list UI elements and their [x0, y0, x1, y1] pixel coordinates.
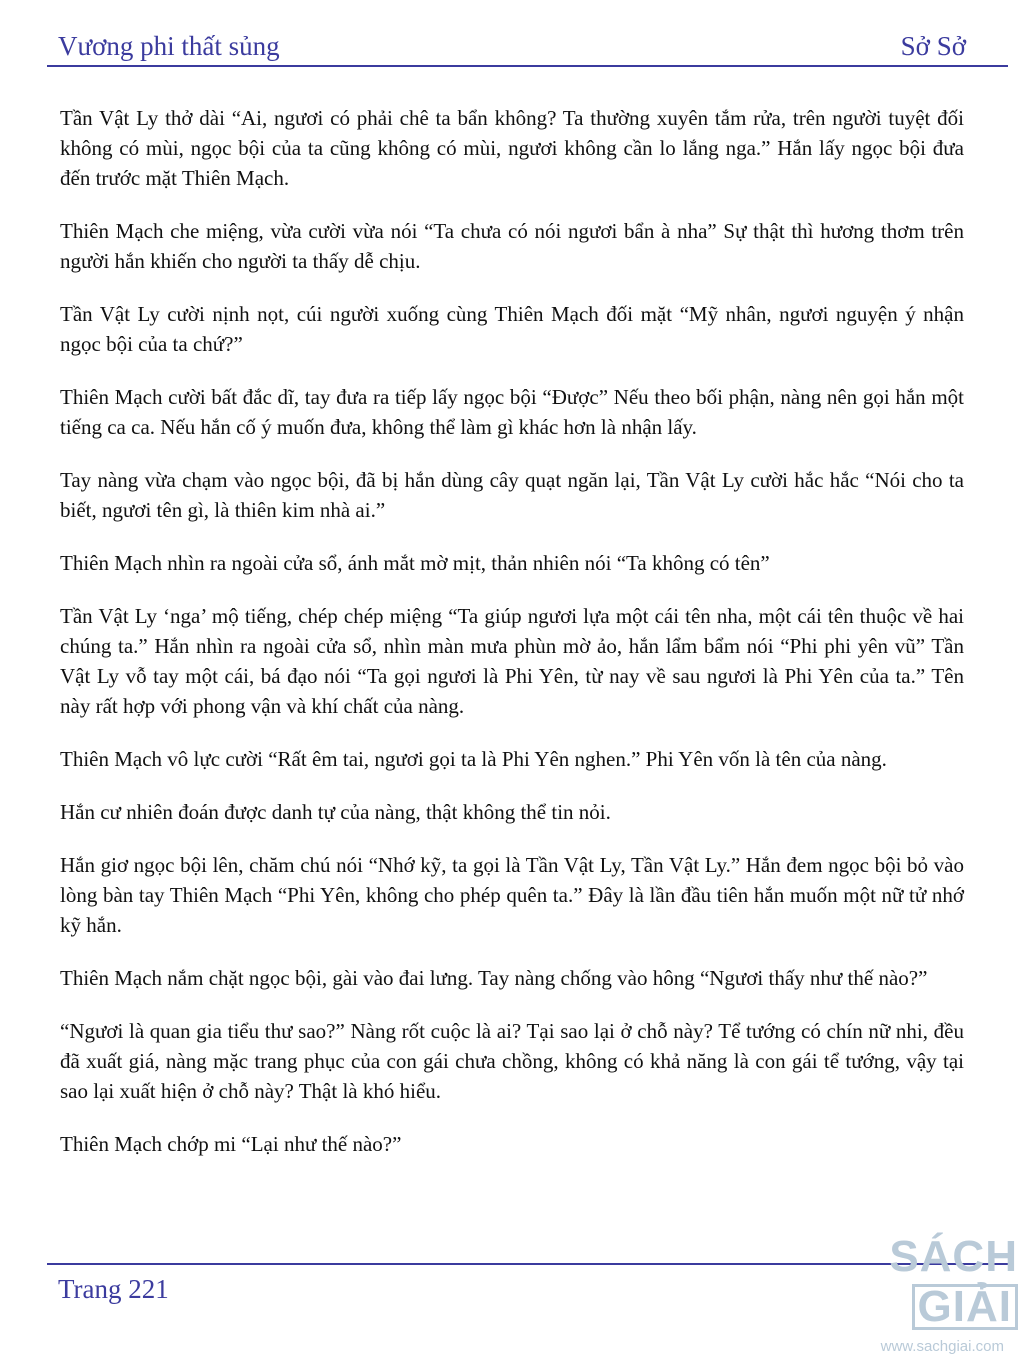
author-name: Sở Sở: [900, 31, 966, 61]
paragraph: “Ngươi là quan gia tiểu thư sao?” Nàng rốt cuộc là ai? Tại sao lại ở chỗ này? Tể tướng có chín nữ nhi, đều đã xuất giá, nàng mặc trang phục của con gái chưa chồng, không có khả năng là con gái tể tướng, vậy tại sao lại xuất hiện ở chỗ này? Thật là khó hiểu.: [60, 1019, 964, 1103]
watermark-logo: [818, 1232, 1018, 1332]
watermark-logo-left: SÁCH: [889, 1232, 1018, 1281]
page-header: [58, 22, 966, 62]
paragraph: Thiên Mạch chớp mi “Lại như thế nào?”: [60, 1132, 402, 1156]
paragraph: Tay nàng vừa chạm vào ngọc bội, đã bị hắn dùng cây quạt ngăn lại, Tần Vật Ly cười hắc hắc “Nói cho ta biết, ngươi tên gì, là thiên kim nhà ai.”: [60, 468, 964, 522]
paragraph: Thiên Mạch nhìn ra ngoài cửa sổ, ánh mắt mờ mịt, thản nhiên nói “Ta không có tên”: [60, 551, 770, 575]
paragraph: Tần Vật Ly thở dài “Ai, ngươi có phải chê ta bẩn không? Ta thường xuyên tắm rửa, trên người tuyệt đối không có mùi, ngọc bội của ta cũng không có mùi, ngươi không cần lo lắng nga.” Hắn lấy ngọc bội đưa đến trước mặt Thiên Mạch.: [60, 106, 964, 190]
paragraph: Thiên Mạch nắm chặt ngọc bội, gài vào đai lưng. Tay nàng chống vào hông “Ngươi thấy như thế nào?”: [60, 966, 928, 990]
watermark-logo-boxed: GIẢI: [912, 1284, 1018, 1330]
paragraph: Tần Vật Ly ‘nga’ mộ tiếng, chép chép miệng “Ta giúp ngươi lựa một cái tên nha, một cái tên thuộc về hai chúng ta.” Hắn nhìn ra ngoài cửa sổ, nhìn màn mưa phùn mờ ảo, hắn lẩm bẩm nói “Phi phi yên vũ” Tần Vật Ly vỗ tay một cái, bá đạo nói “Ta gọi ngươi là Phi Yên, từ nay về sau ngươi là Phi Yên của ta.” Tên này rất hợp với phong vận và khí chất của nàng.: [60, 604, 964, 718]
paragraph: Hắn cư nhiên đoán được danh tự của nàng, thật không thể tin nỏi.: [60, 800, 611, 824]
paragraph: Thiên Mạch cười bất đắc dĩ, tay đưa ra tiếp lấy ngọc bội “Được” Nếu theo bối phận, nàng nên gọi hắn một tiếng ca ca. Nếu hắn cố ý muốn đưa, không thể làm gì khác hơn là nhận lấy.: [60, 385, 964, 439]
watermark: [818, 1232, 1018, 1355]
page-body: [60, 103, 964, 1182]
paragraph: Thiên Mạch che miệng, vừa cười vừa nói “Ta chưa có nói ngươi bẩn à nha” Sự thật thì hương thơm trên người hắn khiến cho người ta thấy dễ chịu.: [60, 219, 964, 273]
header-divider: [47, 65, 1008, 67]
watermark-url: www.sachgiai.com: [880, 1338, 1004, 1355]
page-number: Trang 221: [58, 1274, 169, 1304]
paragraph: Thiên Mạch vô lực cười “Rất êm tai, ngươi gọi ta là Phi Yên nghen.” Phi Yên vốn là tên của nàng.: [60, 747, 887, 771]
paragraph: Tần Vật Ly cười nịnh nọt, cúi người xuống cùng Thiên Mạch đối mặt “Mỹ nhân, ngươi nguyện ý nhận ngọc bội của ta chứ?”: [60, 302, 964, 356]
paragraph: Hắn giơ ngọc bội lên, chăm chú nói “Nhớ kỹ, ta gọi là Tần Vật Ly, Tần Vật Ly.” Hắn đem ngọc bội bỏ vào lòng bàn tay Thiên Mạch “Phi Yên, không cho phép quên ta.” Đây là lần đầu tiên hắn muốn một nữ tử nhớ kỹ hắn.: [60, 853, 964, 937]
book-title: Vương phi thất sủng: [58, 31, 280, 61]
